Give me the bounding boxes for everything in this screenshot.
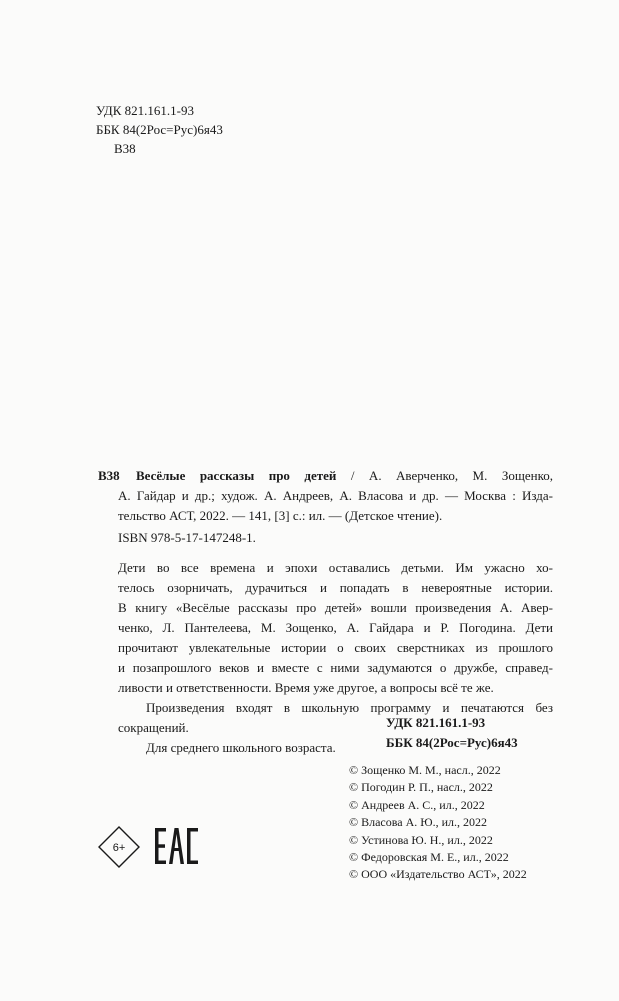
header-classification [96, 101, 223, 158]
author-mark: В38 [114, 141, 136, 156]
entry-authors: / А. Аверченко, М. Зощенко, [336, 468, 553, 483]
audience-note: Для среднего школьного возраста. [146, 740, 336, 755]
annotation-line: Дети во все времена и эпохи оставались детьми. Им ужасно хо- [118, 560, 553, 575]
annotation-line: и позапрошлого веков и вместе с ними задумаются о дружбе, справед- [118, 660, 553, 675]
copyright-line: © Погодин Р. П., насл., 2022 [349, 780, 493, 795]
annotation-line: прочитают увлекательные истории о своих сверстниках из прошлого [118, 640, 553, 655]
copyright-line: © Зощенко М. М., насл., 2022 [349, 763, 501, 777]
annotation-line: ливости и ответственности. Время уже другое, а вопросы всё те же. [118, 680, 494, 695]
annotation-line: телось озорничать, дурачиться и попадать в невероятные истории. [118, 580, 553, 595]
copyright-line: © Федоровская М. Е., ил., 2022 [349, 850, 509, 865]
annotation-line: ченко, Л. Пантелеева, М. Зощенко, А. Гайдара и Р. Погодина. Дети [118, 620, 553, 635]
annotation-line: В книгу «Весёлые рассказы про детей» вошли произведения А. Авер- [118, 600, 553, 615]
age-rating-badge [98, 826, 140, 868]
entry-line-3: тельство АСТ, 2022. — 141, [3] с.: ил. — (Детское чтение). [118, 508, 443, 523]
age-rating-text: 6+ [112, 842, 126, 854]
entry-author-mark: В38 [98, 468, 120, 483]
copyright-line: © Устинова Ю. Н., ил., 2022 [349, 832, 493, 847]
book-title: Весёлые рассказы про детей [136, 468, 337, 483]
udk-code: УДК 821.161.1-93 [96, 103, 195, 118]
footer-classification [386, 713, 518, 753]
annotation-line: Произведения входят в школьную программу и печатаются без [146, 700, 553, 715]
copyright-line: © ООО «Издательство АСТ», 2022 [349, 867, 527, 882]
annotation-line: сокращений. [118, 720, 189, 735]
copyright-line: © Власова А. Ю., ил., 2022 [349, 815, 488, 830]
copyright-list [349, 762, 527, 884]
entry-line-1 [98, 466, 553, 486]
footer-bbk-code: ББК 84(2Рос=Рус)6я43 [386, 735, 518, 750]
copyright-line: © Андреев А. С., ил., 2022 [349, 797, 485, 812]
eac-mark-icon [155, 826, 199, 866]
bbk-code: ББК 84(2Рос=Рус)6я43 [96, 122, 223, 137]
footer-udk-code: УДК 821.161.1-93 [386, 715, 486, 730]
isbn: ISBN 978-5-17-147248-1. [118, 530, 256, 545]
entry-line-2: А. Гайдар и др.; худож. А. Андреев, А. Власова и др. — Москва : Изда- [118, 488, 553, 503]
